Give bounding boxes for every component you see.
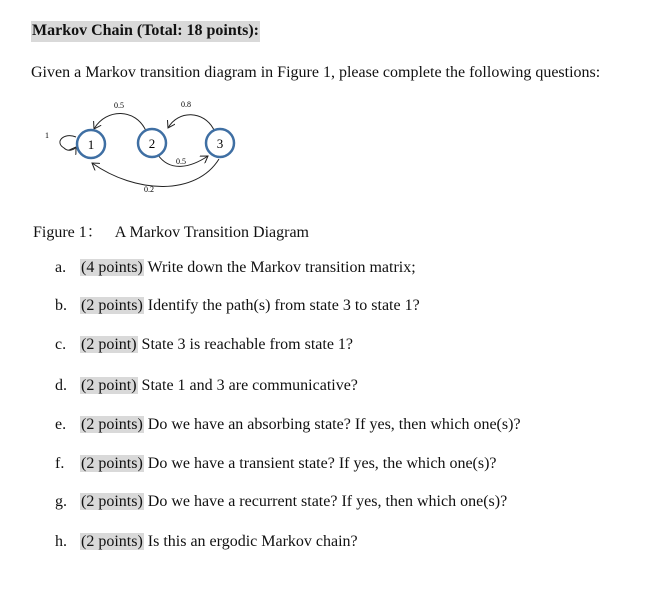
question-letter: f. (55, 455, 65, 472)
question-points: (4 points) (81, 259, 143, 276)
question-points: (2 points) (81, 493, 143, 510)
question-c (55, 336, 353, 354)
edge-2-1 (94, 113, 146, 131)
question-letter: g. (55, 493, 67, 510)
question-letter: b. (55, 297, 67, 314)
figure-caption (31, 219, 309, 242)
state-node-2 (138, 129, 166, 157)
state-node-3 (206, 129, 234, 157)
question-letter: d. (55, 377, 67, 394)
state-label-1: 1 (87, 137, 95, 152)
edge-label-1-1: 1 (45, 131, 49, 140)
question-e (55, 416, 521, 434)
question-f (55, 455, 497, 473)
edge-3-1 (92, 159, 219, 187)
question-points: (2 points) (81, 416, 143, 433)
question-letter: c. (55, 336, 67, 353)
edge-label-3-1: 0.2 (144, 185, 154, 194)
question-text: Do we have a recurrent state? If yes, then which one(s)? (143, 493, 508, 510)
question-text: Identify the path(s) from state 3 to state 1? (143, 297, 420, 314)
edge-label-2-3: 0.5 (176, 157, 186, 166)
markov-diagram (36, 92, 256, 202)
question-d (55, 377, 358, 395)
question-h (55, 533, 358, 551)
state-node-1 (77, 130, 105, 158)
state-label-2: 2 (148, 136, 156, 151)
edge-3-2 (168, 115, 214, 130)
edge-label-3-2: 0.8 (181, 100, 191, 109)
state-label-3: 3 (216, 136, 224, 151)
question-text: Do we have an absorbing state? If yes, then which one(s)? (143, 416, 521, 433)
question-letter: e. (55, 416, 67, 433)
question-text: Write down the Markov transition matrix; (143, 259, 416, 276)
question-text: Do we have a transient state? If yes, the which one(s)? (143, 455, 497, 472)
question-letter: a. (55, 259, 67, 276)
edge-label-2-1: 0.5 (114, 101, 124, 110)
question-letter: h. (55, 533, 67, 550)
question-g (55, 493, 507, 511)
question-points: (2 points) (81, 455, 143, 472)
section-title: Markov Chain (Total: 18 points): (31, 21, 260, 42)
figure-caption-text: A Markov Transition Diagram (114, 224, 309, 241)
question-points: (2 points) (81, 533, 143, 550)
edge-1-1 (60, 136, 76, 151)
question-text: Is this an ergodic Markov chain? (143, 533, 358, 550)
question-points: (2 points) (81, 297, 143, 314)
question-a (55, 259, 416, 277)
figure-caption-label: Figure 1： (33, 224, 103, 241)
question-b (55, 297, 420, 315)
intro-text: Given a Markov transition diagram in Figure 1, please complete the following questions: (31, 64, 601, 81)
question-points: (2 point) (81, 336, 137, 353)
question-text: State 1 and 3 are communicative? (137, 377, 358, 394)
question-points: (2 point) (81, 377, 137, 394)
question-text: State 3 is reachable from state 1? (137, 336, 354, 353)
